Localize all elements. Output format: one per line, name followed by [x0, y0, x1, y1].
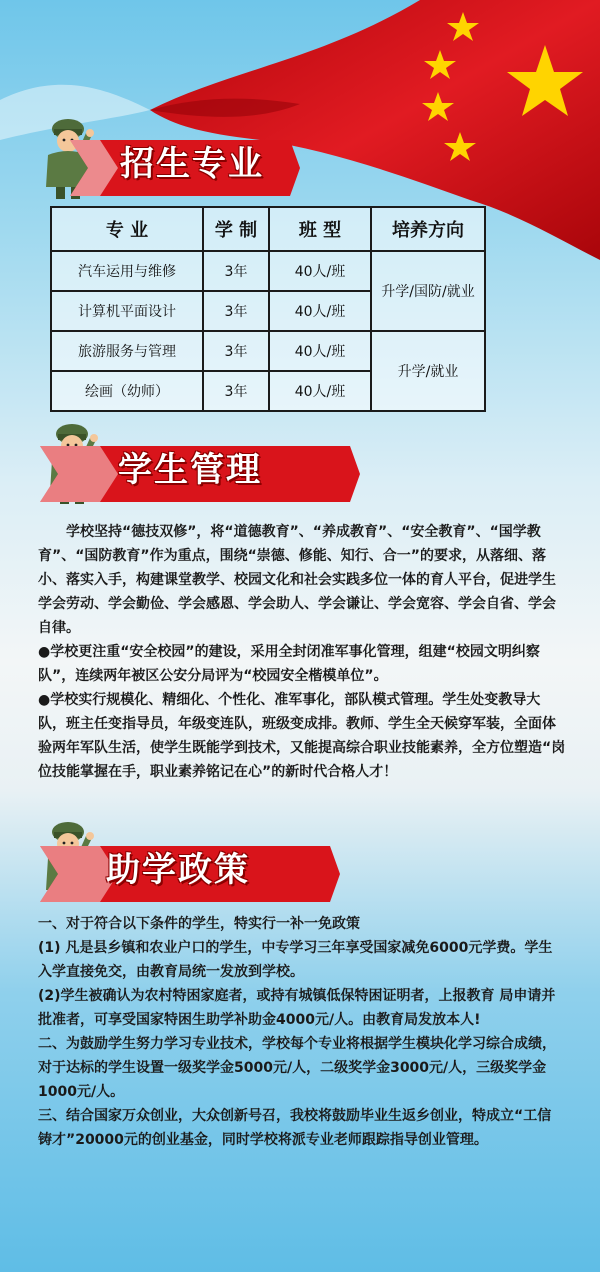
table-row	[51, 331, 485, 371]
paragraph: ●学校更注重“安全校园”的建设，采用全封闭准军事化管理，组建“校园文明纠察队”，连续两年被区公安分局评为“校园安全楷模单位”。	[38, 644, 540, 684]
table-cell: 计算机平面设计	[51, 291, 203, 331]
section-title-management: 学生管理	[118, 450, 262, 490]
majors-table	[50, 206, 486, 412]
paragraph: (1) 凡是县乡镇和农业户口的学生，中专学习三年享受国家减免6000元学费。学生入学直接免交，由教育局统一发放到学校。	[38, 940, 553, 980]
table-cell: 3年	[203, 291, 269, 331]
table-cell: 40人/班	[269, 371, 371, 411]
paragraph: (2)学生被确认为农村特困家庭者，或持有城镇低保特困证明者，上报教育 局申请并批准者，可享受国家特困生助学补助金4000元/人。由教育局发放本人!	[38, 988, 556, 1028]
section-title-policy: 助学政策	[106, 850, 250, 890]
management-text	[38, 520, 568, 784]
paragraph: 二、为鼓励学生努力学习专业技术，学校每个专业将根据学生模块化学习综合成绩，对于达标的学生设置一级奖学金5000元/人，二级奖学金3000元/人，三级奖学金1000元/人。	[38, 1036, 556, 1100]
table-header: 班 型	[269, 207, 371, 251]
policy-text	[38, 912, 558, 1152]
table-cell: 3年	[203, 331, 269, 371]
table-cell: 升学/就业	[371, 331, 485, 411]
table-cell: 40人/班	[269, 251, 371, 291]
table-cell: 汽车运用与维修	[51, 251, 203, 291]
table-header: 培养方向	[371, 207, 485, 251]
table-cell: 3年	[203, 251, 269, 291]
table-row	[51, 251, 485, 291]
paragraph: 学校坚持“德技双修”，将“道德教育”、“养成教育”、“安全教育”、“国学教育”、“国防教育”作为重点，围绕“崇德、修能、知行、合一”的要求，从落细、落小、落实入手，构建课堂教学、校园文化和社会实践多位一体的育人平台，促进学生学会劳动、学会勤俭、学会感恩、学会助人、学会谦让、学会宽容、学会自省、学会自律。	[38, 524, 556, 636]
table-cell: 3年	[203, 371, 269, 411]
table-header: 专 业	[51, 207, 203, 251]
paragraph: ●学校实行规模化、精细化、个性化、准军事化，部队模式管理。学生处变教导大队，班主任变指导员，年级变连队，班级变成排。教师、学生全天候穿军装，全面体验两年军队生活，使学生既能学到技术，又能提高综合职业技能素养，全方位塑造“岗位技能掌握在手，职业素养铭记在心”的新时代合格人才！	[38, 692, 566, 780]
table-cell: 旅游服务与管理	[51, 331, 203, 371]
table-header: 学 制	[203, 207, 269, 251]
table-cell: 绘画（幼师）	[51, 371, 203, 411]
table-cell: 升学/国防/就业	[371, 251, 485, 331]
section-title-majors: 招生专业	[120, 144, 264, 184]
table-cell: 40人/班	[269, 331, 371, 371]
table-header-row	[51, 207, 485, 251]
table-cell: 40人/班	[269, 291, 371, 331]
paragraph: 一、对于符合以下条件的学生，特实行一补一免政策	[38, 916, 360, 932]
paragraph: 三、结合国家万众创业，大众创新号召，我校将鼓励毕业生返乡创业，特成立“工信铸才”20000元的创业基金，同时学校将派专业老师跟踪指导创业管理。	[38, 1108, 552, 1148]
